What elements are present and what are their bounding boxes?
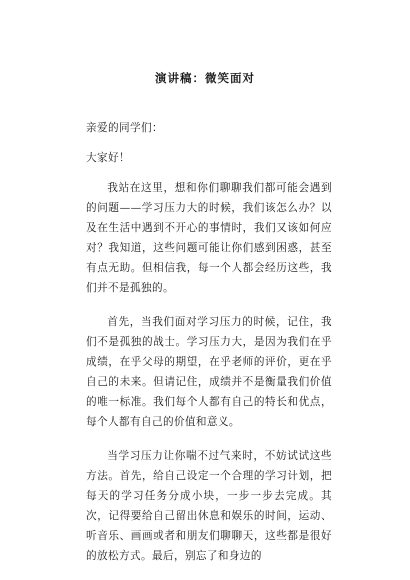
paragraph: 我站在这里，想和你们聊聊我们都可能会遇到的问题——学习压力大的时候，我们该怎么办？以及在生活中遇到不开心的事情时，我们又该如何应对？我知道，这些问题可能让你们感到困惑，甚至有点无助。但相信我，每一个人都会经历这些，我们并不是孤独的。 [86, 182, 332, 294]
greeting: 大家好！ [86, 152, 130, 164]
document-body [86, 118, 332, 580]
paragraph: 当学习压力让你喘不过气来时，不妨试试这些方法。首先，给自己设定一个合理的学习计划，把每天的学习任务分成小块，一步一步去完成。其次，记得要给自己留出休息和娱乐的时间，运动、听音乐、画画或者和朋友们聊聊天，这些都是很好的放松方式。最后，别忘了和身边的 [86, 450, 332, 562]
document-title: 演讲稿：微笑面对 [155, 71, 255, 85]
paragraph: 首先，当我们面对学习压力的时候，记住，我们不是孤独的战士。学习压力大，是因为我们在乎成绩，在乎父母的期望，在乎老师的评价，更在乎自己的未来。但请记住，成绩并不是衡量我们价值的唯一标准。我们每个人都有自己的特长和优点，每个人都有自己的价值和意义。 [86, 316, 332, 428]
salutation: 亲爱的同学们： [86, 122, 163, 134]
